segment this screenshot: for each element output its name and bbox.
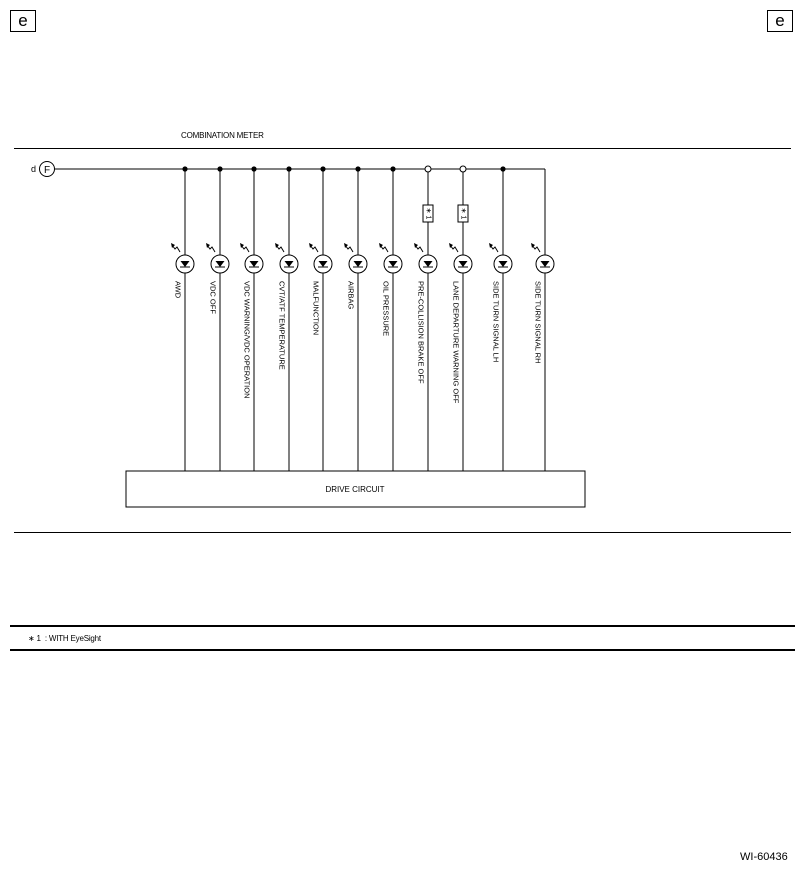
- indicator-label: SIDE TURN SIGNAL LH: [491, 281, 501, 363]
- option-marker: ∗ 1: [424, 207, 432, 220]
- bus-junction-open: [460, 166, 466, 172]
- connector-pin-label: d: [31, 164, 37, 174]
- indicator-lamp: [531, 169, 554, 471]
- footnote-marker: ∗ 1: [28, 634, 41, 643]
- indicator-label: VDC WARNING/VDC OPERATION: [242, 281, 252, 399]
- indicator-label: VDC OFF: [208, 281, 218, 314]
- footnote-text: : WITH EyeSight: [44, 634, 101, 643]
- light-arrowhead-icon: [275, 243, 279, 248]
- indicator-label: AIRBAG: [346, 281, 356, 310]
- corner-tag-right: e: [767, 10, 793, 32]
- light-arrowhead-icon: [489, 243, 493, 248]
- light-arrowhead-icon: [171, 243, 175, 248]
- bus-junction-open: [425, 166, 431, 172]
- indicator-lamp: [309, 166, 332, 471]
- indicator-label: PRE-COLLISION BRAKE OFF: [416, 281, 426, 384]
- light-arrowhead-icon: [206, 243, 210, 248]
- corner-tag-left: e: [10, 10, 36, 32]
- light-arrowhead-icon: [240, 243, 244, 248]
- indicator-lamp: [414, 166, 437, 471]
- indicator-group: [171, 166, 554, 471]
- light-arrowhead-icon: [449, 243, 453, 248]
- indicator-lamp: [240, 166, 263, 471]
- indicator-lamp: [344, 166, 367, 471]
- indicator-lamp: [449, 166, 472, 471]
- light-arrowhead-icon: [414, 243, 418, 248]
- light-arrowhead-icon: [531, 243, 535, 248]
- figure-id: WI-60436: [740, 851, 788, 863]
- indicator-label: AWD: [173, 281, 183, 299]
- indicator-lamp: [206, 166, 229, 471]
- connector-letter: F: [43, 165, 51, 176]
- section-title: COMBINATION METER: [181, 131, 264, 140]
- light-arrowhead-icon: [309, 243, 313, 248]
- light-arrowhead-icon: [379, 243, 383, 248]
- indicator-label: LANE DEPARTURE WARNING OFF: [451, 281, 461, 404]
- indicator-label: OIL PRESSURE: [381, 281, 391, 337]
- indicator-label: CVT/ATF TEMPERATURE: [277, 281, 287, 370]
- light-arrowhead-icon: [344, 243, 348, 248]
- indicator-lamp: [379, 166, 402, 471]
- indicator-label: MALFUNCTION: [311, 281, 321, 336]
- option-marker: ∗ 1: [459, 207, 467, 220]
- indicator-label: SIDE TURN SIGNAL RH: [533, 281, 543, 364]
- indicator-lamp: [171, 166, 194, 471]
- indicator-lamp: [489, 166, 512, 471]
- drive-circuit-label: DRIVE CIRCUIT: [325, 485, 385, 494]
- indicator-lamp: [275, 166, 298, 471]
- connector-terminal: [31, 162, 55, 177]
